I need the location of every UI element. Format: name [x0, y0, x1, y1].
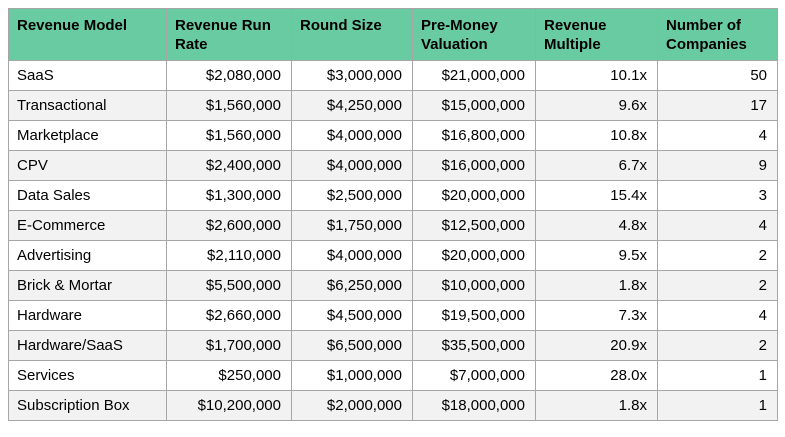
- cell-pre-money-valuation: $10,000,000: [413, 271, 536, 301]
- cell-number-of-companies: 9: [658, 151, 778, 181]
- cell-revenue-multiple: 7.3x: [536, 301, 658, 331]
- cell-round-size: $1,000,000: [292, 361, 413, 391]
- table-row: [9, 61, 778, 91]
- cell-revenue-multiple: 6.7x: [536, 151, 658, 181]
- cell-number-of-companies: 1: [658, 391, 778, 421]
- cell-pre-money-valuation: $16,800,000: [413, 121, 536, 151]
- table-header-row: [9, 9, 778, 61]
- cell-revenue-model: Services: [9, 361, 167, 391]
- cell-revenue-run-rate: $2,080,000: [167, 61, 292, 91]
- column-header-round-size: Round Size: [292, 9, 413, 61]
- cell-revenue-run-rate: $1,300,000: [167, 181, 292, 211]
- cell-revenue-model: SaaS: [9, 61, 167, 91]
- cell-number-of-companies: 2: [658, 271, 778, 301]
- cell-revenue-multiple: 15.4x: [536, 181, 658, 211]
- column-header-revenue-multiple: Revenue Multiple: [536, 9, 658, 61]
- cell-revenue-multiple: 4.8x: [536, 211, 658, 241]
- cell-number-of-companies: 4: [658, 121, 778, 151]
- cell-number-of-companies: 17: [658, 91, 778, 121]
- cell-revenue-run-rate: $2,600,000: [167, 211, 292, 241]
- cell-number-of-companies: 3: [658, 181, 778, 211]
- table-row: [9, 91, 778, 121]
- cell-pre-money-valuation: $16,000,000: [413, 151, 536, 181]
- table-row: [9, 181, 778, 211]
- cell-revenue-multiple: 28.0x: [536, 361, 658, 391]
- cell-revenue-model: Hardware: [9, 301, 167, 331]
- revenue-model-table-container: [8, 8, 778, 421]
- column-header-revenue-run-rate: Revenue Run Rate: [167, 9, 292, 61]
- cell-revenue-model: Marketplace: [9, 121, 167, 151]
- table-row: [9, 331, 778, 361]
- cell-pre-money-valuation: $35,500,000: [413, 331, 536, 361]
- cell-round-size: $4,500,000: [292, 301, 413, 331]
- cell-revenue-model: E-Commerce: [9, 211, 167, 241]
- cell-number-of-companies: 50: [658, 61, 778, 91]
- table-row: [9, 301, 778, 331]
- cell-revenue-run-rate: $1,700,000: [167, 331, 292, 361]
- cell-round-size: $4,000,000: [292, 241, 413, 271]
- cell-round-size: $2,500,000: [292, 181, 413, 211]
- cell-number-of-companies: 2: [658, 331, 778, 361]
- cell-revenue-model: Subscription Box: [9, 391, 167, 421]
- cell-revenue-run-rate: $1,560,000: [167, 91, 292, 121]
- cell-revenue-multiple: 10.8x: [536, 121, 658, 151]
- cell-pre-money-valuation: $20,000,000: [413, 181, 536, 211]
- cell-revenue-multiple: 10.1x: [536, 61, 658, 91]
- cell-pre-money-valuation: $12,500,000: [413, 211, 536, 241]
- cell-revenue-model: Hardware/SaaS: [9, 331, 167, 361]
- cell-round-size: $4,000,000: [292, 151, 413, 181]
- cell-round-size: $2,000,000: [292, 391, 413, 421]
- cell-number-of-companies: 2: [658, 241, 778, 271]
- column-header-number-of-companies: Number of Companies: [658, 9, 778, 61]
- cell-round-size: $6,500,000: [292, 331, 413, 361]
- cell-revenue-model: Transactional: [9, 91, 167, 121]
- cell-round-size: $6,250,000: [292, 271, 413, 301]
- cell-round-size: $3,000,000: [292, 61, 413, 91]
- column-header-revenue-model: Revenue Model: [9, 9, 167, 61]
- revenue-model-table: [8, 8, 778, 421]
- cell-revenue-run-rate: $2,400,000: [167, 151, 292, 181]
- cell-revenue-run-rate: $5,500,000: [167, 271, 292, 301]
- cell-number-of-companies: 1: [658, 361, 778, 391]
- cell-revenue-model: Data Sales: [9, 181, 167, 211]
- cell-revenue-model: Advertising: [9, 241, 167, 271]
- table-row: [9, 211, 778, 241]
- cell-revenue-multiple: 9.6x: [536, 91, 658, 121]
- cell-revenue-run-rate: $2,110,000: [167, 241, 292, 271]
- cell-revenue-run-rate: $1,560,000: [167, 121, 292, 151]
- cell-revenue-model: CPV: [9, 151, 167, 181]
- cell-revenue-run-rate: $10,200,000: [167, 391, 292, 421]
- cell-round-size: $1,750,000: [292, 211, 413, 241]
- cell-pre-money-valuation: $18,000,000: [413, 391, 536, 421]
- column-header-pre-money-valuation: Pre-Money Valuation: [413, 9, 536, 61]
- cell-number-of-companies: 4: [658, 301, 778, 331]
- cell-pre-money-valuation: $15,000,000: [413, 91, 536, 121]
- table-row: [9, 151, 778, 181]
- table-row: [9, 361, 778, 391]
- table-row: [9, 121, 778, 151]
- cell-revenue-model: Brick & Mortar: [9, 271, 167, 301]
- cell-round-size: $4,250,000: [292, 91, 413, 121]
- cell-revenue-multiple: 20.9x: [536, 331, 658, 361]
- cell-revenue-multiple: 1.8x: [536, 271, 658, 301]
- cell-number-of-companies: 4: [658, 211, 778, 241]
- cell-revenue-run-rate: $250,000: [167, 361, 292, 391]
- table-row: [9, 271, 778, 301]
- cell-pre-money-valuation: $21,000,000: [413, 61, 536, 91]
- cell-pre-money-valuation: $20,000,000: [413, 241, 536, 271]
- cell-pre-money-valuation: $7,000,000: [413, 361, 536, 391]
- cell-pre-money-valuation: $19,500,000: [413, 301, 536, 331]
- table-row: [9, 241, 778, 271]
- cell-revenue-run-rate: $2,660,000: [167, 301, 292, 331]
- cell-revenue-multiple: 9.5x: [536, 241, 658, 271]
- table-row: [9, 391, 778, 421]
- table-header: [9, 9, 778, 61]
- cell-round-size: $4,000,000: [292, 121, 413, 151]
- cell-revenue-multiple: 1.8x: [536, 391, 658, 421]
- table-body: [9, 61, 778, 421]
